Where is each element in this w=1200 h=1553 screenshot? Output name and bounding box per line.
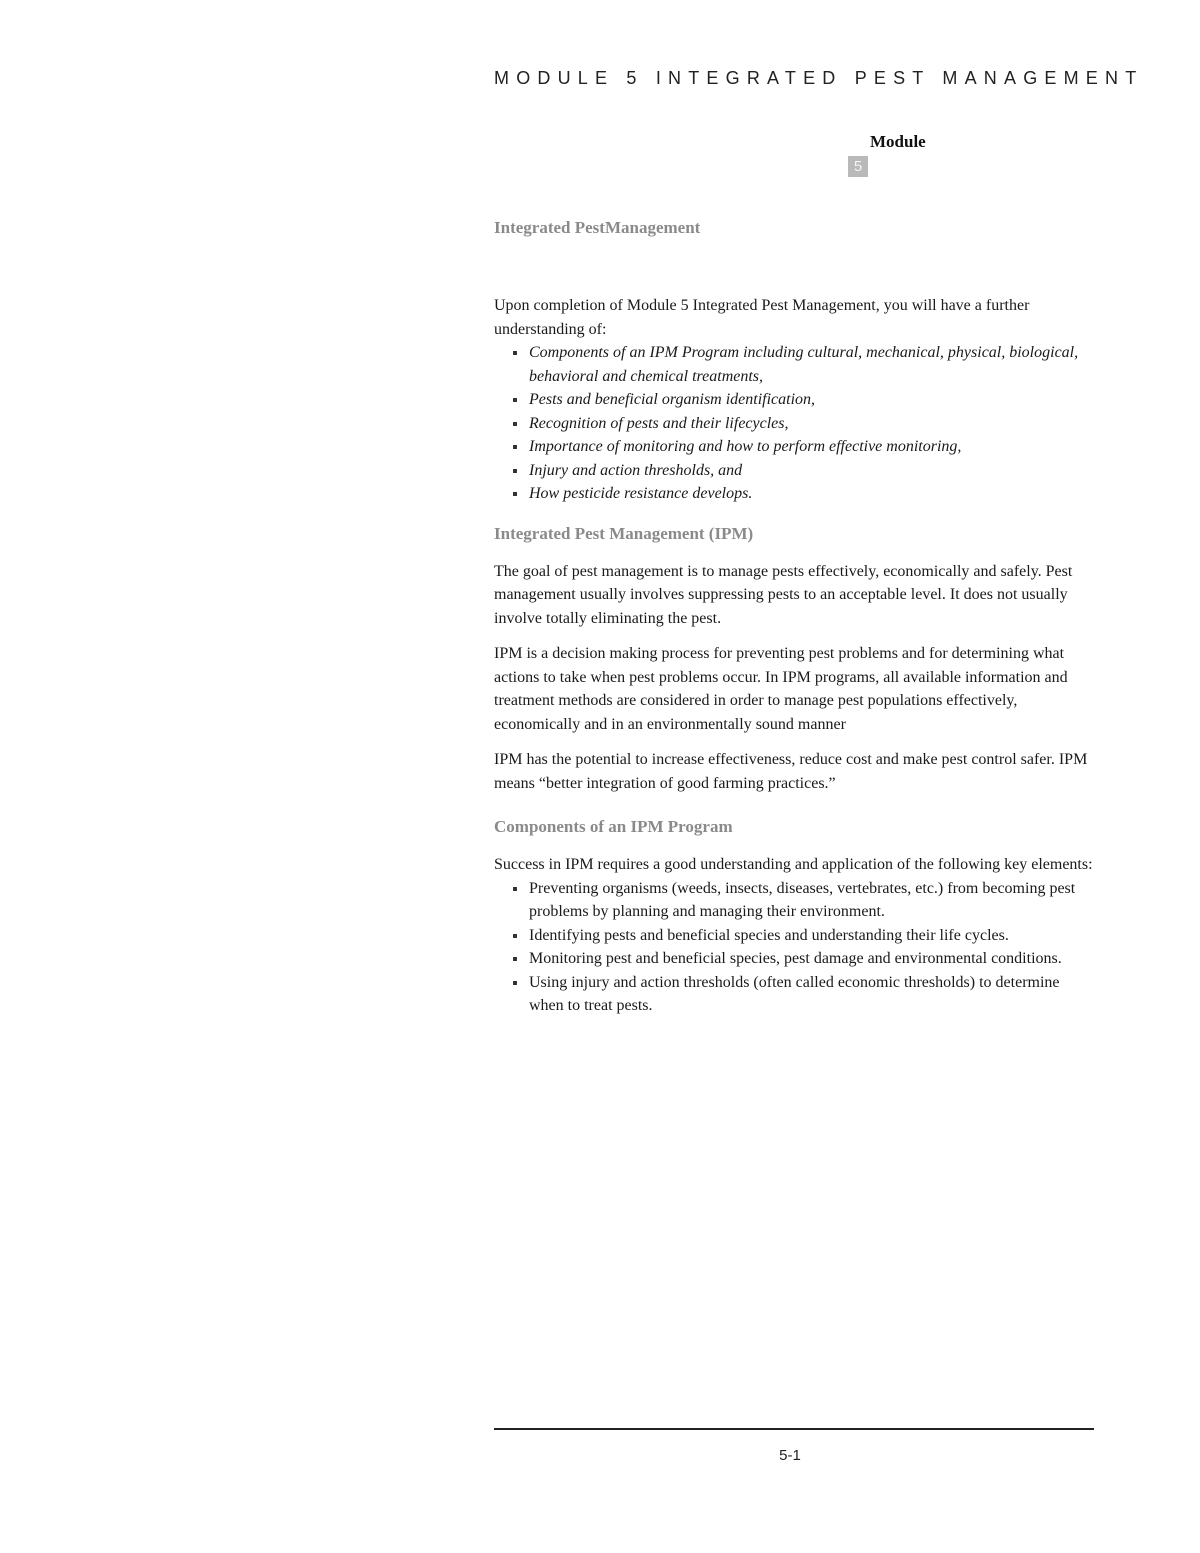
- intro-paragraph: Upon completion of Module 5 Integrated Pest Management, you will have a further understanding of:: [494, 297, 1030, 338]
- list-item: Importance of monitoring and how to perform effective monitoring,: [529, 435, 1094, 459]
- section-heading-components: Components of an IPM Program: [494, 817, 733, 836]
- list-item: How pesticide resistance develops.: [529, 482, 1094, 506]
- components-intro: Success in IPM requires a good understanding and application of the following key elements:: [494, 856, 1093, 873]
- ipm-paragraph: IPM has the potential to increase effectiveness, reduce cost and make pest control safer. IPM means “better integration of good farming practices.”: [494, 751, 1088, 792]
- section-heading-ipm: Integrated Pest Management (IPM): [494, 523, 754, 543]
- objectives-list: [494, 341, 1094, 506]
- page-body: [494, 216, 1094, 1034]
- list-item: Preventing organisms (weeds, insects, diseases, vertebrates, etc.) from becoming pest problems by planning and managing their environment.: [529, 877, 1094, 924]
- module-number-badge: 5: [848, 156, 868, 177]
- components-list: [494, 877, 1094, 1018]
- running-header: MODULE 5 INTEGRATED PEST MANAGEMENT: [494, 68, 1144, 88]
- module-title: Integrated PestManagement: [494, 218, 701, 237]
- module-label: Module: [870, 132, 926, 151]
- ipm-paragraph: The goal of pest management is to manage pests effectively, economically and safely. Pest management usually involves suppressing pests to an acceptable level. It does not usually involve totally eliminating the pest.: [494, 562, 1073, 627]
- list-item: Recognition of pests and their lifecycles,: [529, 412, 1094, 436]
- list-item: Monitoring pest and beneficial species, pest damage and environmental conditions.: [529, 947, 1094, 971]
- footer-rule: [494, 1428, 1094, 1430]
- list-item: Components of an IPM Program including cultural, mechanical, physical, biological, behavioral and chemical treatments,: [529, 341, 1094, 388]
- page-number: 5-1: [779, 1447, 801, 1464]
- ipm-paragraph: IPM is a decision making process for preventing pest problems and for determining what actions to take when pest problems occur. In IPM programs, all available information and treatment methods are considered in order to manage pest populations effectively, economically and in an environmentally sound manner: [494, 645, 1068, 733]
- list-item: Injury and action thresholds, and: [529, 459, 1094, 483]
- list-item: Using injury and action thresholds (often called economic thresholds) to determine when to treat pests.: [529, 971, 1094, 1018]
- list-item: Pests and beneficial organism identification,: [529, 388, 1094, 412]
- list-item: Identifying pests and beneficial species and understanding their life cycles.: [529, 924, 1094, 948]
